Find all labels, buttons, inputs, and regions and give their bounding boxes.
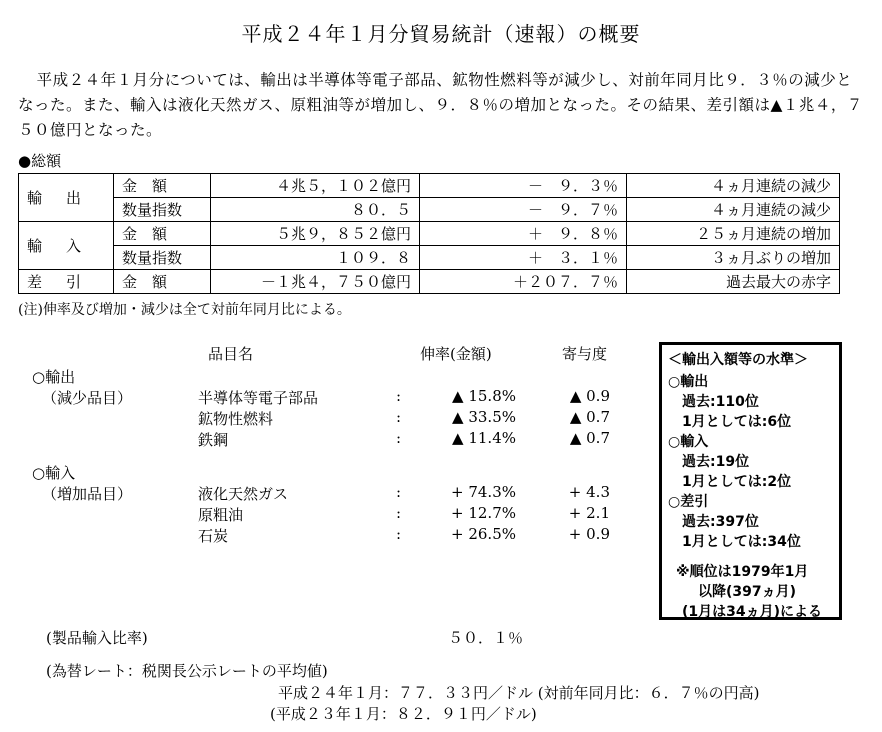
note-cell: ４ヵ月連続の減少 (627, 174, 840, 198)
colon: : (396, 525, 402, 543)
header-rate: 伸率(金額) (420, 345, 492, 363)
colon: : (396, 504, 402, 522)
level-box (659, 342, 842, 620)
table-row (19, 246, 840, 270)
amount-cell: ５兆９，８５２億円 (211, 222, 420, 246)
amount-cell: ４兆５，１０２億円 (211, 174, 420, 198)
label-cell: 金 額 (114, 222, 211, 246)
rate-cell: － ９．７％ (420, 198, 627, 222)
rate-cell: ＋ ３．１％ (420, 246, 627, 270)
table-row (19, 222, 840, 246)
table-row (19, 198, 840, 222)
imports-subheading: （増加品目） (42, 485, 133, 503)
level-import-jan: 1月としては:2位 (682, 474, 792, 490)
export-item-name: 鉄鋼 (198, 431, 229, 449)
import-item-rate: + 74.3% (451, 483, 516, 501)
level-import-heading: ○輸入 (668, 434, 709, 450)
level-note-line3: (1月は34ヵ月)による (682, 604, 823, 620)
import-item-rate: + 12.7% (451, 504, 516, 522)
table-row (19, 174, 840, 198)
level-import-past: 過去:19位 (682, 454, 750, 470)
label-cell: 数量指数 (114, 246, 211, 270)
product-import-ratio-value: ５０．１％ (448, 629, 524, 647)
category-cell: 差引 (19, 270, 114, 294)
page-title: 平成２４年１月分貿易統計（速報）の概要 (241, 22, 641, 46)
export-item-rate: ▲ 33.5% (452, 408, 516, 426)
section-total-heading: ●総額 (18, 152, 62, 170)
export-item-contribution: ▲ 0.7 (569, 408, 610, 426)
note-cell: ２５ヵ月連続の増加 (627, 222, 840, 246)
colon: : (396, 408, 402, 426)
export-item-name: 鉱物性燃料 (198, 410, 274, 428)
table-row (19, 270, 840, 294)
import-item-contribution: + 4.3 (568, 483, 610, 501)
table-footnote: (注)伸率及び増加・減少は全て対前年同月比による。 (18, 302, 351, 318)
level-export-jan: 1月としては:6位 (682, 414, 792, 430)
exports-heading: ○輸出 (32, 368, 76, 386)
rate-cell: ＋ ９．８％ (420, 222, 627, 246)
note-cell: ４ヵ月連続の減少 (627, 198, 840, 222)
export-item-rate: ▲ 11.4% (452, 429, 516, 447)
total-table (18, 173, 840, 294)
level-diff-heading: ○差引 (668, 494, 709, 510)
level-box-title: ＜輸出入額等の水準＞ (668, 352, 808, 368)
category-cell: 輸入 (19, 222, 114, 270)
level-export-heading: ○輸出 (668, 374, 709, 390)
import-item-rate: + 26.5% (451, 525, 516, 543)
import-item-contribution: + 2.1 (568, 504, 610, 522)
rate-cell: － ９．３％ (420, 174, 627, 198)
category-cell: 輸出 (19, 174, 114, 222)
label-cell: 金 額 (114, 270, 211, 294)
import-item-contribution: + 0.9 (568, 525, 610, 543)
header-item-name: 品目名 (208, 345, 254, 363)
exchange-rate-label: (為替レート：税関長公示レートの平均値) (46, 662, 328, 680)
amount-cell: １０９．８ (211, 246, 420, 270)
export-item-name: 半導体等電子部品 (198, 389, 319, 407)
export-item-contribution: ▲ 0.9 (569, 387, 610, 405)
imports-heading: ○輸入 (32, 464, 76, 482)
product-import-ratio-label: (製品輸入比率) (46, 629, 148, 647)
amount-cell: －１兆４，７５０億円 (211, 270, 420, 294)
label-cell: 数量指数 (114, 198, 211, 222)
level-export-past: 過去:110位 (682, 394, 759, 410)
note-cell: 過去最大の赤字 (627, 270, 840, 294)
import-item-name: 液化天然ガス (198, 485, 289, 503)
level-diff-jan: 1月としては:34位 (682, 534, 801, 550)
import-item-name: 石炭 (198, 527, 229, 545)
note-cell: ３ヵ月ぶりの増加 (627, 246, 840, 270)
import-item-name: 原粗油 (198, 506, 244, 524)
header-contribution: 寄与度 (562, 345, 608, 363)
colon: : (396, 429, 402, 447)
export-item-contribution: ▲ 0.7 (569, 429, 610, 447)
intro-paragraph: 平成２４年１月分については、輸出は半導体等電子部品、鉱物性燃料等が減少し、対前年同月比９．３％の減少となった。また、輸入は液化天然ガス、原粗油等が増加し、９．８％の増加となった。その結果、差引額は▲１兆４，７５０億円となった。 (18, 71, 863, 139)
exchange-rate-previous: (平成２３年１月：８２．９１円／ドル) (270, 705, 537, 723)
level-note-line1: ※順位は1979年1月 (676, 564, 809, 580)
amount-cell: ８０．５ (211, 198, 420, 222)
exchange-rate-current: 平成２４年１月：７７．３３円／ドル (対前年同月比：６．７％の円高) (278, 684, 760, 702)
label-cell: 金 額 (114, 174, 211, 198)
level-note-line2: 以降(397ヵ月) (698, 584, 797, 600)
rate-cell: ＋２０７．７％ (420, 270, 627, 294)
colon: : (396, 387, 402, 405)
colon: : (396, 483, 402, 501)
exports-subheading: （減少品目） (42, 389, 133, 407)
level-diff-past: 過去:397位 (682, 514, 759, 530)
export-item-rate: ▲ 15.8% (452, 387, 516, 405)
